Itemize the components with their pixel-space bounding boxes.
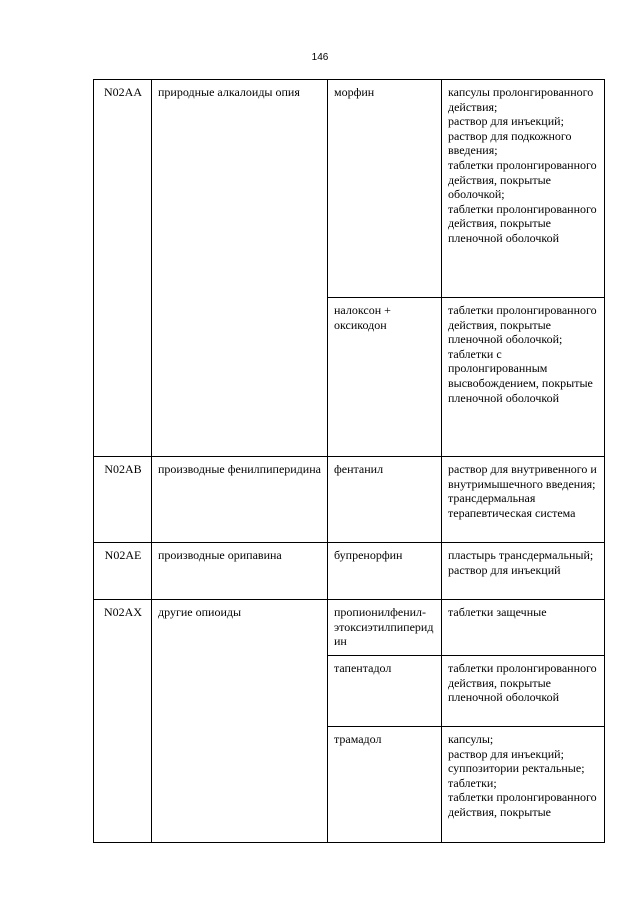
page-number: 146 <box>311 52 329 63</box>
dosage-forms-cell <box>442 457 605 543</box>
drug-name-cell: налоксон + оксикодон <box>328 298 442 457</box>
dosage-form: таблетки; <box>448 775 497 790</box>
dosage-form: капсулы; <box>448 732 494 746</box>
group-name-cell: производные фенилпиперидина <box>152 457 328 543</box>
atc-code-cell: N02AB <box>94 457 152 543</box>
group-name-cell: другие опиоиды <box>152 600 328 843</box>
dosage-form: таблетки с пролонгированным высвобождением, покрытые пленочной оболочкой <box>448 346 593 405</box>
drug-name-cell: трамадол <box>328 727 442 843</box>
dosage-forms-cell <box>442 80 605 298</box>
drug-name-cell: морфин <box>328 80 442 298</box>
atc-code-cell: N02AA <box>94 80 152 457</box>
group-name-cell: производные орипавина <box>152 543 328 600</box>
dosage-form: раствор для инъекций <box>448 562 561 577</box>
table-row <box>94 457 605 543</box>
dosage-form: раствор для инъекций; <box>448 746 564 761</box>
dosage-forms-cell <box>442 727 605 843</box>
dosage-form: трансдермальная терапевтическая система <box>448 491 576 520</box>
dosage-form: таблетки защечные <box>448 605 547 619</box>
drug-classification-table <box>93 79 605 843</box>
dosage-form: таблетки пролонгированного действия, покрытые оболочкой; <box>448 157 597 202</box>
dosage-forms-cell <box>442 600 605 656</box>
dosage-form: капсулы пролонгированного действия; <box>448 85 594 114</box>
dosage-forms-cell <box>442 298 605 457</box>
drug-name-cell: фентанил <box>328 457 442 543</box>
atc-code-cell: N02AX <box>94 600 152 843</box>
atc-code-cell: N02AE <box>94 543 152 600</box>
drug-name-cell: бупренорфин <box>328 543 442 600</box>
dosage-form: таблетки пролонгированного действия, покрытые пленочной оболочкой <box>448 661 597 705</box>
dosage-form: таблетки пролонгированного действия, покрытые <box>448 790 597 819</box>
dosage-form: таблетки пролонгированного действия, покрытые пленочной оболочкой <box>448 201 597 245</box>
dosage-forms-cell <box>442 543 605 600</box>
dosage-form: пластырь трансдермальный; <box>448 548 594 562</box>
dosage-form: суппозитории ректальные; <box>448 761 585 776</box>
drug-name-cell: пропионилфенил-этоксиэтилпиперидин <box>328 600 442 656</box>
dosage-form: раствор для подкожного введения; <box>448 128 572 158</box>
dosage-form: таблетки пролонгированного действия, покрытые пленочной оболочкой; <box>448 303 597 347</box>
table-row <box>94 600 605 656</box>
dosage-form: раствор для внутривенного и внутримышечного введения; <box>448 462 597 491</box>
table-row <box>94 80 605 298</box>
group-name-cell: природные алкалоиды опия <box>152 80 328 457</box>
drug-name-cell: тапентадол <box>328 656 442 727</box>
dosage-form: раствор для инъекций; <box>448 114 564 129</box>
table-row <box>94 543 605 600</box>
dosage-forms-cell <box>442 656 605 727</box>
